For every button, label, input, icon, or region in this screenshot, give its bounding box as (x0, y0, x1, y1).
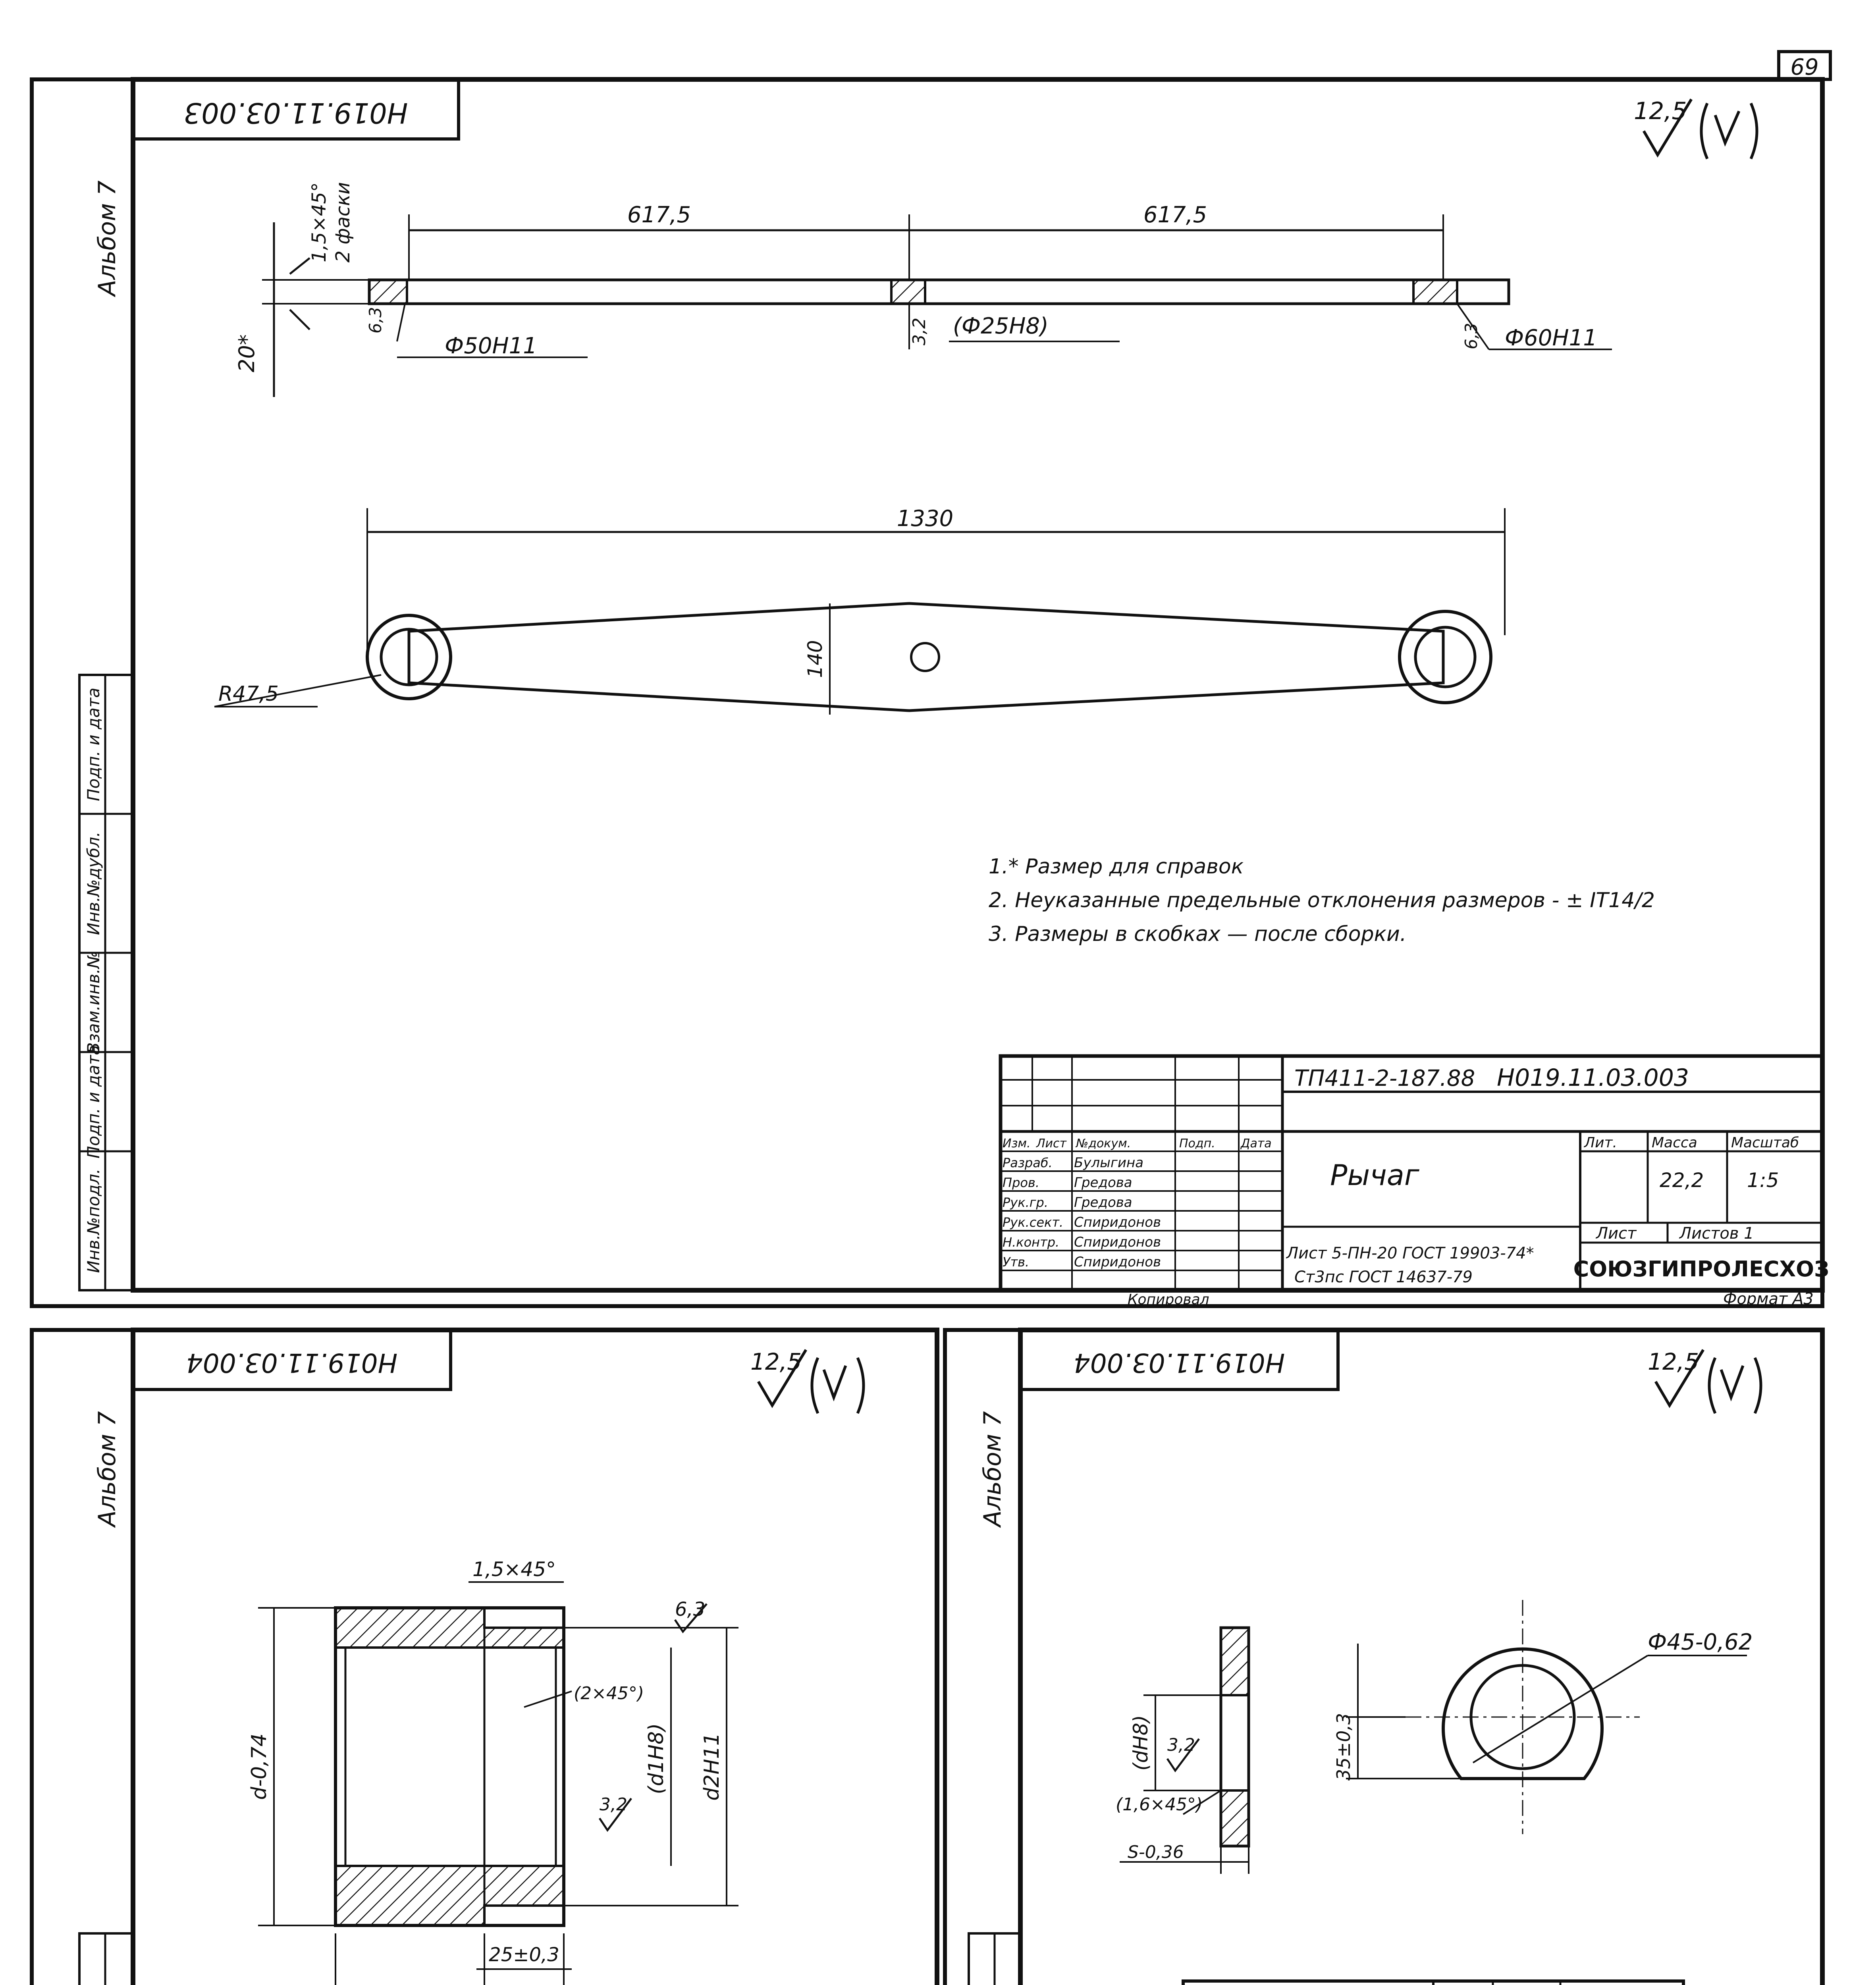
br-size-table (1183, 1981, 1683, 1985)
bl-roughness-symbol (750, 1348, 864, 1413)
svg-text:Н019.11.03.004: Н019.11.03.004 (1073, 1347, 1285, 1378)
svg-text:35±0,3: 35±0,3 (1333, 1713, 1354, 1781)
chamfer-size: 1,5×45° (308, 182, 330, 262)
bl-chamfer-inner: (2×45°) (574, 1683, 644, 1704)
bl-dim-25: 25±0,3 (489, 1944, 559, 1966)
svg-text:Лист: Лист (1596, 1224, 1637, 1243)
svg-text:Разраб.: Разраб. (1003, 1155, 1053, 1170)
svg-text:Масса: Масса (1652, 1135, 1697, 1151)
top-tb-project: ТП411-2-187.88 (1294, 1066, 1475, 1091)
svg-text:Спиридонов: Спиридонов (1074, 1254, 1161, 1270)
dim-617-right: 617,5 (1143, 202, 1207, 228)
svg-text:Спиридонов: Спиридонов (1074, 1234, 1161, 1250)
lever-side-view (234, 182, 1612, 397)
bottom-left-drawing (32, 1330, 937, 1985)
chamfer-note: 2 фаски (332, 182, 354, 263)
top-format: Формат А3 (1723, 1290, 1814, 1308)
svg-text:Ф45-0,62: Ф45-0,62 (1648, 1629, 1753, 1655)
svg-text:Масштаб: Масштаб (1731, 1135, 1799, 1151)
svg-text:Утв.: Утв. (1003, 1255, 1030, 1270)
svg-text:3,2: 3,2 (909, 318, 929, 345)
svg-text:6,3: 6,3 (366, 307, 385, 333)
svg-text:Листов 1: Листов 1 (1679, 1224, 1754, 1243)
lever-plan-view (214, 506, 1505, 715)
radius-label: R47,5 (218, 682, 279, 706)
svg-text:Изм.: Изм. (1003, 1137, 1031, 1151)
svg-text:Булыгина: Булыгина (1074, 1155, 1144, 1171)
svg-text:S-0,36: S-0,36 (1128, 1842, 1184, 1862)
dia-50: Ф50Н11 (445, 333, 537, 359)
svg-text:Копировал: Копировал (1128, 1291, 1209, 1308)
svg-text:Подп.: Подп. (1179, 1137, 1215, 1151)
bl-dim-d2: d2Н11 (700, 1733, 724, 1801)
svg-text:Гредова: Гредова (1074, 1195, 1132, 1210)
top-outer-frame (32, 79, 1822, 1306)
top-side-labels (79, 675, 133, 1290)
svg-text:Рук.гр.: Рук.гр. (1003, 1195, 1049, 1210)
top-tb-material-2: Ст3пс ГОСТ 14637-79 (1294, 1268, 1473, 1286)
top-tb-code: Н019.11.03.003 (1497, 1064, 1689, 1092)
svg-text:Альбом 7: Альбом 7 (93, 1411, 121, 1527)
dim-617-left: 617,5 (627, 202, 691, 228)
svg-text:Н.контр.: Н.контр. (1003, 1235, 1060, 1250)
svg-text:Пров.: Пров. (1003, 1175, 1039, 1190)
svg-text:Гредова: Гредова (1074, 1175, 1132, 1191)
top-note-2: 2. Неуказанные предельные отклонения размеров - ± IT14/2 (989, 888, 1655, 912)
top-notes (989, 855, 1655, 946)
bl-doc-code: Н019.11.03.004 (186, 1347, 398, 1378)
dim-140: 140 (804, 640, 827, 678)
top-note-1: 1.* Размер для справок (989, 855, 1244, 879)
bl-dim-d1: (d1Н8) (644, 1723, 668, 1794)
svg-text:12,5: 12,5 (1634, 97, 1687, 125)
page-number-box (1779, 52, 1830, 80)
svg-text:12,5: 12,5 (750, 1348, 802, 1375)
svg-text:Дата: Дата (1241, 1137, 1272, 1151)
svg-text:6,3: 6,3 (1461, 323, 1481, 349)
svg-text:(1,6×45°): (1,6×45°) (1116, 1794, 1203, 1815)
bl-dim-d: d-0,74 (247, 1733, 271, 1800)
top-tb-org: СОЮЗГИПРОЛЕСХОЗ (1573, 1257, 1830, 1282)
svg-text:3,2: 3,2 (1167, 1735, 1195, 1755)
svg-text:№докум.: №докум. (1076, 1137, 1131, 1151)
top-tb-scale: 1:5 (1747, 1169, 1779, 1192)
top-album-label: Альбом 7 (93, 180, 121, 296)
svg-text:Подп. и дата: Подп. и дата (84, 687, 103, 802)
bottom-right-drawing (945, 1330, 1822, 1985)
plate-front-view (1333, 1600, 1753, 1834)
svg-text:12,5: 12,5 (1648, 1348, 1699, 1375)
dim-1330: 1330 (897, 506, 954, 532)
svg-text:Взам.инв.№: Взам.инв.№ (84, 951, 103, 1054)
svg-text:Лит.: Лит. (1584, 1135, 1617, 1151)
top-roughness-symbol (1634, 97, 1757, 159)
svg-text:Рук.сект.: Рук.сект. (1003, 1215, 1064, 1230)
bl-chamfer: 1,5×45° (472, 1558, 556, 1581)
svg-text:Лист: Лист (1036, 1137, 1067, 1151)
plate-section (1116, 1628, 1249, 1874)
top-tb-mass: 22,2 (1660, 1169, 1704, 1192)
br-roughness-symbol (1648, 1348, 1761, 1413)
top-tb-material-1: Лист 5-ПН-20 ГОСТ 19903-74* (1286, 1244, 1534, 1262)
top-drawing (32, 79, 1829, 1308)
svg-text:Инв.№дубл.: Инв.№дубл. (84, 831, 103, 935)
top-inner-frame (133, 79, 1822, 1290)
dim-height: 20* (234, 334, 259, 372)
top-tb-name: Рычаг (1330, 1158, 1419, 1192)
page-number: 69 (1790, 54, 1819, 80)
top-note-3: 3. Размеры в скобках — после сборки. (989, 922, 1407, 946)
bushing-section (247, 1558, 738, 1985)
svg-text:(dН8): (dН8) (1129, 1715, 1152, 1771)
svg-text:Альбом 7: Альбом 7 (979, 1411, 1006, 1527)
dia-25: (Ф25Н8) (953, 313, 1049, 339)
top-title-block (1001, 1056, 1829, 1290)
dia-60: Ф60Н11 (1505, 325, 1597, 351)
svg-text:6,3: 6,3 (675, 1598, 706, 1621)
svg-text:3,2: 3,2 (600, 1794, 627, 1815)
top-doc-code: Н019.11.03.003 (183, 96, 408, 129)
svg-text:Спиридонов: Спиридонов (1074, 1214, 1161, 1230)
svg-text:Подп. и дата: Подп. и дата (84, 1045, 103, 1159)
svg-text:Инв.№подл.: Инв.№подл. (84, 1168, 103, 1273)
